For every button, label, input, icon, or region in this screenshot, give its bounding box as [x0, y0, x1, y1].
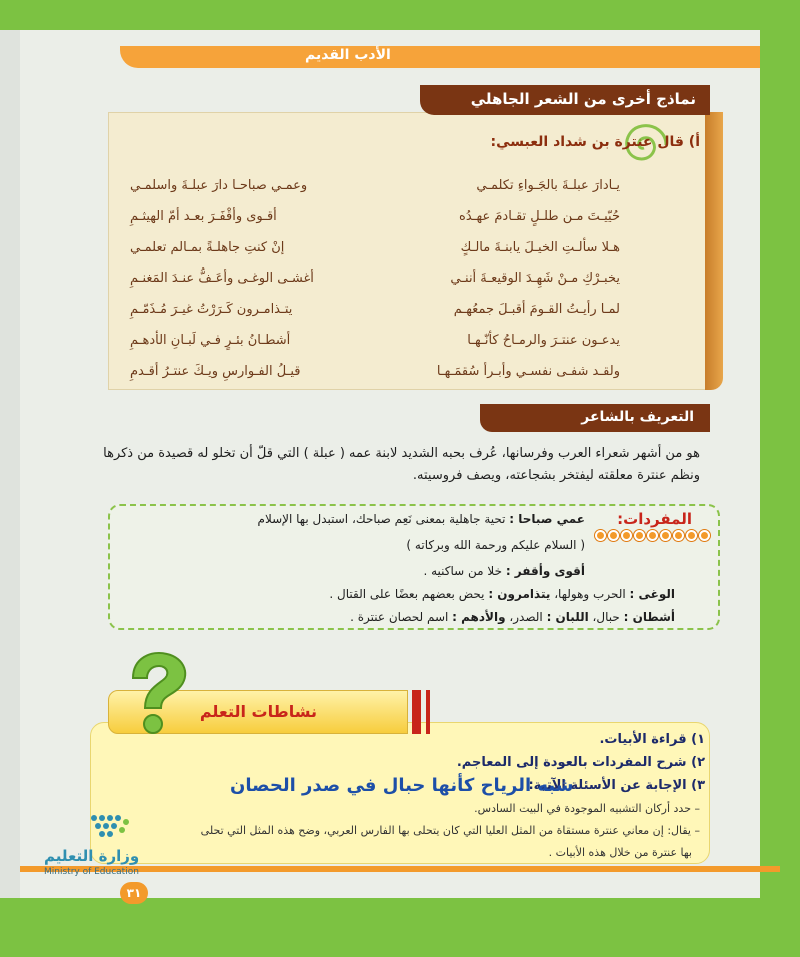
verse-first-half: يدعـون عنتـرَ والرمـاحُ كأنّـهـا [467, 333, 620, 348]
verse-first-half: لمـا رأيـتُ القـومَ أقبـلَ جمعُهـم [453, 302, 620, 317]
ministry-name-en: Ministry of Education [44, 867, 139, 877]
ministry-logo [40, 845, 150, 885]
verse-second-half: وعمـي صباحـا دارَ عبلـةَ واسلمـي [130, 178, 308, 193]
verse-second-half: أغشـى الوغـى وأعَـفُّ عنـدَ المَغنـمِ [130, 271, 314, 286]
verse-first-half: هـلا سألـتِ الخيـلَ يابنـةَ مالـكٍ [460, 240, 620, 255]
vocab-definition: حبال، [592, 610, 620, 624]
verse-second-half: يتـذامـرون كَـرَرْتُ غيـرَ مُـذَمّـمِ [130, 302, 293, 317]
decorative-dots [590, 530, 710, 546]
activity-item: ٣) الإجابة عن الأسئلة الآتية: [528, 778, 705, 793]
vocab-term: الوغى : [629, 587, 675, 601]
poem-verse [130, 302, 620, 332]
poem-verse [130, 271, 620, 301]
bio-title-bar [480, 404, 710, 432]
vocab-entry [423, 564, 585, 578]
top-green-band [0, 0, 800, 30]
poem-verse [130, 178, 620, 208]
sub-question: – يقال: إن معاني عنترة مستقاة من المثل العليا التي كان يتحلى بها الفارس العربي، وضح هذه المثل التي تحلى [200, 824, 700, 837]
vocab-definition: خلا من ساكنيه . [423, 564, 502, 578]
verse-second-half: أشطـانُ بئـرٍ فـي لَبـانِ الأدهـمِ [130, 333, 291, 348]
poem-verse [130, 240, 620, 270]
verse-second-half: أقـوى وأقْفَـرَ بعـد أمّ الهيثـمِ [130, 209, 277, 224]
poem-verse [130, 364, 620, 394]
activities-title: نشاطات التعلم [199, 702, 317, 721]
vocab-entry [329, 587, 675, 601]
bio-paragraph: هو من أشهر شعراء العرب وفرسانها، عُرف بحبه الشديد لابنة عمه ( عبلة ) التي قلّ أن تخلو له قصيدة من ذكرها ونظم عنترة معلقته ليفتخر بشجاعته، ويصف فروسيته. [103, 446, 700, 483]
vocab-definition: الصدر، [509, 610, 543, 624]
bottom-green-band [0, 898, 800, 957]
vocab-term: أقوى وأقفر : [505, 564, 585, 578]
vocab-definition: الحرب وهولها، [554, 587, 626, 601]
poem-intro: أ) قال عنترة بن شداد العبسي: [490, 134, 700, 150]
vocab-definition: تحية جاهلية بمعنى نَعِم صباحك، استبدل بها الإسلام [257, 512, 506, 526]
poem-verse [130, 209, 620, 239]
vocab-entry [258, 512, 585, 526]
vocab-definition: اسم لحصان عنترة . [350, 610, 449, 624]
verse-first-half: ولقـد شفـى نفسـي وأبـرأ سُقمَـهـا [436, 364, 620, 379]
sub-question: بها عنترة من خلال هذه الأبيات . [548, 846, 692, 859]
lesson-title-bar [420, 85, 710, 115]
vocab-term: أشطان : [623, 610, 675, 624]
vocab-term: يتذامرون : [488, 587, 551, 601]
handwritten-answer: شبه الرياح كأنها حبال في صدر الحصان [230, 775, 574, 796]
verse-second-half: إنْ كنتِ جاهلـةً بمـالم تعلمـي [130, 240, 285, 255]
activity-item: ١) قراءة الأبيات. [599, 732, 705, 747]
vocab-term: اللبان : [546, 610, 589, 624]
vocab-term: والأدهم : [452, 610, 506, 624]
verse-first-half: حُيّيـتَ مـن طلـلٍ تقـادمَ عهـدُه [459, 209, 620, 224]
section-label [120, 46, 760, 68]
vocab-entry [350, 610, 675, 624]
vocab-definition: يحض بعضهم بعضًا على القتال . [329, 587, 485, 601]
verse-first-half: يخبـرْكِ مـنْ شَهِـدَ الوقيعـةَ أننـي [450, 271, 620, 286]
question-mark-icon [117, 648, 197, 736]
vocab-entry [406, 538, 585, 552]
lesson-title: نماذج أخرى من الشعر الجاهلي [470, 90, 696, 108]
vocabulary-label: المفردات: [617, 510, 692, 528]
bio-title: التعريف بالشاعر [581, 409, 694, 425]
poem-verse [130, 333, 620, 363]
activity-item: ٢) شرح المفردات بالعودة إلى المعاجم. [456, 755, 705, 770]
poem-box-edge [705, 112, 723, 390]
section-title: الأدب القديم [305, 47, 391, 63]
vocab-term: عمي صباحا : [509, 512, 585, 526]
ministry-logo-icon [86, 808, 138, 848]
sub-question: – حدد أركان التشبيه الموجودة في البيت السادس. [474, 802, 700, 815]
verse-second-half: قيـلُ الفـوارسِ ويـكَ عنتـرُ أقـدمِ [130, 364, 301, 379]
ministry-name-ar: وزارة التعليم [44, 847, 140, 865]
verse-first-half: يـادارَ عبلـةَ بالجَـواءِ تكلمـي [476, 178, 620, 193]
page-number: ٣١ [120, 882, 148, 904]
vocab-definition: ( السلام عليكم ورحمة الله وبركاته ) [406, 538, 585, 552]
right-green-band [760, 0, 800, 957]
